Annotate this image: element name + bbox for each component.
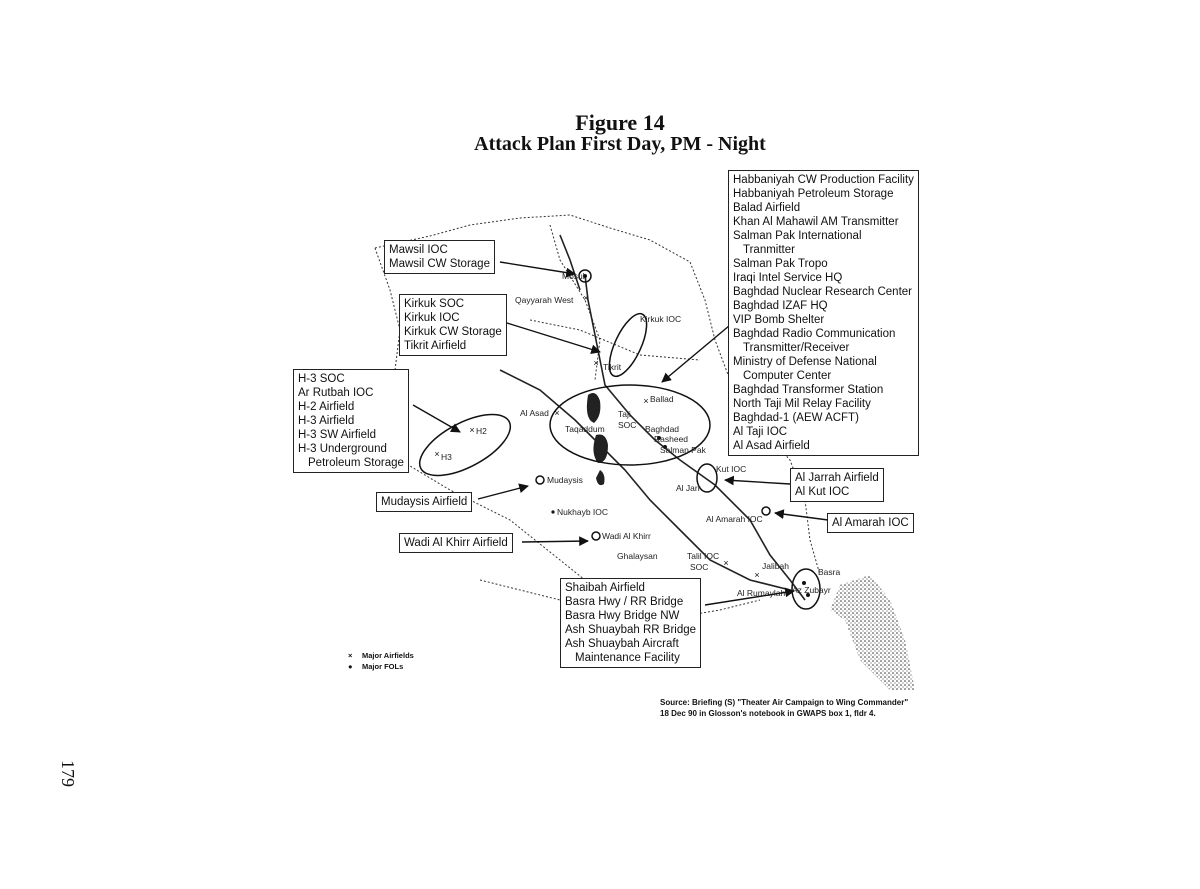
svg-text:×: ×: [723, 558, 729, 568]
label-rumaylah: Al Rumaylah: [737, 588, 786, 598]
svg-text:×: ×: [583, 293, 589, 303]
label-basra: Basra: [818, 567, 841, 577]
box-amarah-targets: Al Amarah IOC: [827, 513, 914, 533]
label-qayyarah: Qayyarah West: [515, 295, 574, 305]
box-wadi-targets: Wadi Al Khirr Airfield: [399, 533, 513, 553]
svg-text:×: ×: [554, 408, 560, 418]
figure-subtitle: Attack Plan First Day, PM - Night: [474, 133, 766, 155]
airfield-marker-icon: ×: [348, 651, 353, 660]
box-baghdad-targets: Habbaniyah CW Production Facility Habbaniyah Petroleum Storage Balad Airfield Khan Al Mahawil AM Transmitter Salman Pak International Tranmitter Salman Pak Tropo Iraqi Intel Service HQ Baghdad Nuclear Research Center Baghdad IZAF HQ VIP Bomb Shelter Baghdad Radio Communication Transmitter/Receiver Ministry of Defense National Computer Center Baghdad Transformer Station North Taji Mil Relay Facility Baghdad-1 (AEW ACFT) Al Taji IOC Al Asad Airfield: [728, 170, 919, 456]
label-taqaddum: Taqaddum: [565, 424, 605, 434]
lakes: [587, 393, 608, 485]
box-mudaysis-targets: Mudaysis Airfield: [376, 492, 472, 512]
page-number: 179: [58, 760, 78, 787]
label-h3: H3: [441, 452, 452, 462]
label-talil: Talil IOC: [687, 551, 720, 561]
box-mawsil-targets: Mawsil IOC Mawsil CW Storage: [384, 240, 495, 274]
label-ghalaysan: Ghalaysan: [617, 551, 658, 561]
legend-fols: ● Major FOLs: [348, 662, 404, 671]
label-taji: Taji: [618, 409, 631, 419]
box-shaibah-targets: Shaibah Airfield Basra Hwy / RR Bridge Basra Hwy Bridge NW Ash Shuaybah RR Bridge Ash Shuaybah Aircraft Maintenance Facility: [560, 578, 701, 668]
label-balad: Ballad: [650, 394, 674, 404]
label-al-amarah: Al Amarah IOC: [706, 514, 763, 524]
label-jalibah: Jalibah: [762, 561, 789, 571]
persian-gulf: [830, 575, 915, 690]
svg-text:×: ×: [754, 570, 760, 580]
label-mosul: Mosul: [562, 271, 585, 281]
legend-airfields: × Major Airfields: [348, 651, 414, 660]
label-baghdad: Baghdad: [645, 424, 680, 434]
label-az-zubayr: Az Zubayr: [792, 585, 831, 595]
svg-text:×: ×: [469, 425, 475, 435]
label-talil-soc: SOC: [690, 562, 709, 572]
box-h3-targets: H-3 SOC Ar Rutbah IOC H-2 Airfield H-3 Airfield H-3 SW Airfield H-3 Underground Petroleum Storage: [293, 369, 409, 473]
label-h2: H2: [476, 426, 487, 436]
svg-text:×: ×: [593, 358, 599, 368]
box-kirkuk-targets: Kirkuk SOC Kirkuk IOC Kirkuk CW Storage Tikrit Airfield: [399, 294, 507, 356]
label-nukhayb: Nukhayb IOC: [557, 507, 609, 517]
label-al-jarrah: Al Jarr: [676, 483, 701, 493]
label-salman-pak: Salman Pak: [660, 445, 706, 455]
box-jarrah-targets: Al Jarrah Airfield Al Kut IOC: [790, 468, 884, 502]
fol-marker-icon: ●: [348, 662, 353, 671]
label-mudaysis: Mudaysis: [547, 475, 583, 485]
label-kirkuk: Kirkuk IOC: [640, 314, 682, 324]
svg-text:×: ×: [643, 396, 649, 406]
label-wadi: Wadi Al Khirr: [602, 531, 651, 541]
label-rasheed: Rasheed: [654, 434, 689, 444]
label-tikrit: Tikrit: [603, 362, 622, 372]
label-al-asad: Al Asad: [520, 408, 549, 418]
label-soc: SOC: [618, 420, 637, 430]
source-note: Source: Briefing (S) "Theater Air Campaign to Wing Commander" 18 Dec 90 in Glosson's notebook in GWAPS box 1, fldr 4.: [660, 698, 909, 718]
svg-text:×: ×: [434, 449, 440, 459]
map-legend: [348, 650, 414, 672]
label-kut: Kut IOC: [716, 464, 747, 474]
figure-title: Figure 14: [575, 110, 665, 135]
